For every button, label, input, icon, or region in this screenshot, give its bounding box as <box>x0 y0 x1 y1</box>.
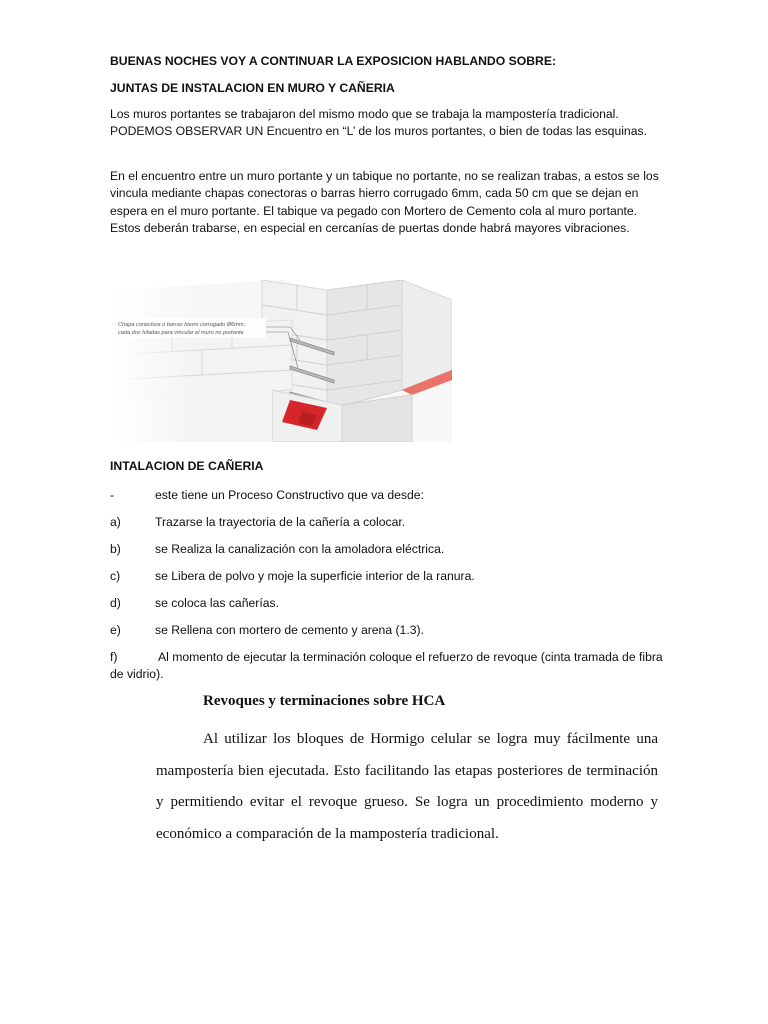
list-marker: f) <box>110 650 118 664</box>
list-marker: b) <box>110 542 121 556</box>
list-text: se coloca las cañerías. <box>155 596 279 610</box>
list-marker: a) <box>110 515 121 529</box>
list-text: Trazarse la trayectoria de la cañería a colocar. <box>155 515 406 529</box>
section-title: Revoques y terminaciones sobre HCA <box>203 693 446 709</box>
paragraph-encuentro: En el encuentro entre un muro portante y un tabique no portante, no se realizan trabas, a estos se los vincula mediante chapas conectoras o barras hierro corrugado 6mm, cada 50 cm que se dejan en espera en el muro portante. El tabique va pegado con Mortero de Cemento cola al muro portante. Estos deberán trabarse, en especial en cercanías de puertas donde habrá mayores vibraciones. <box>110 169 659 236</box>
list-text: se Libera de polvo y moje la superficie interior de la ranura. <box>155 569 475 583</box>
figure-caption-line-2: cada dos hiladas para vincular el muro no portante <box>118 330 244 336</box>
list-marker: e) <box>110 623 121 637</box>
list-text: se Realiza la canalización con la amoladora eléctrica. <box>155 542 445 556</box>
juntas-heading: JUNTAS DE INSTALACION EN MURO Y CAÑERIA <box>110 81 395 95</box>
list-item <box>110 649 670 683</box>
intro-heading: BUENAS NOCHES VOY A CONTINUAR LA EXPOSICION HABLANDO SOBRE: <box>110 54 557 68</box>
list-text: Al momento de ejecutar la terminación coloque el refuerzo de revoque (cinta tramada de fibra de vidrio). <box>110 650 663 681</box>
list-marker: d) <box>110 596 121 610</box>
paragraph-muros-portantes: Los muros portantes se trabajaron del mismo modo que se trabaja la mampostería tradicional. PODEMOS OBSERVAR UN Encuentro en “L’ de los muros portantes, o bien de todas las esquinas. <box>110 107 647 139</box>
section-body: Al utilizar los bloques de Hormigo celular se logra muy fácilmente una mampostería bien ejecutada. Esto facilitando las etapas posteriores de terminación y permitiendo evitar el revoque grueso. Se logra un procedimiento moderno y económico a comparación de la mampostería tradicional. <box>156 731 658 842</box>
figure-caption-line-1: Chapa conectora o barras hierro corrugado Ø6mm, <box>118 322 246 328</box>
list-text: se Rellena con mortero de cemento y arena (1.3). <box>155 623 424 637</box>
list-marker: - <box>110 488 115 502</box>
list-text: este tiene un Proceso Constructivo que va desde: <box>155 488 424 502</box>
caneria-heading: INTALACION DE CAÑERIA <box>110 459 264 473</box>
wall-junction-illustration <box>112 280 452 442</box>
list-marker: c) <box>110 569 121 583</box>
